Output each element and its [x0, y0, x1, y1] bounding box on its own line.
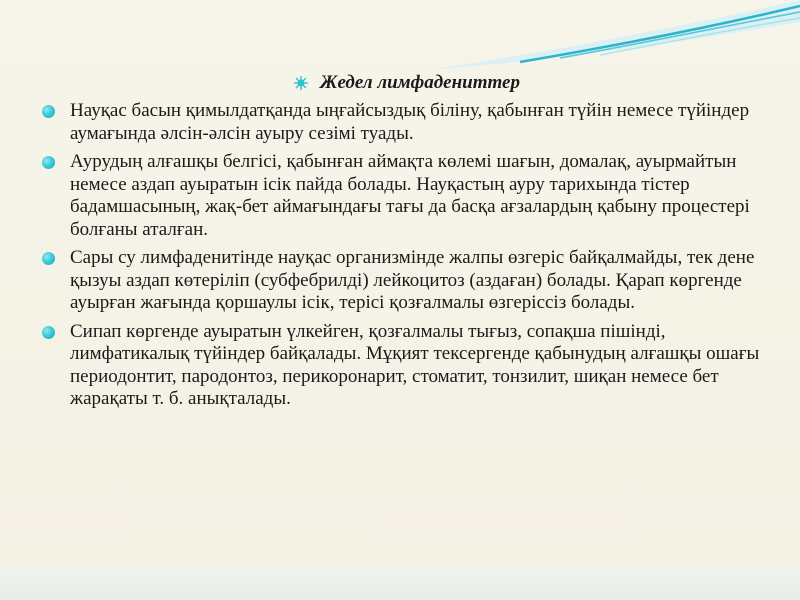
bullet-paragraph-1 — [42, 100, 772, 145]
bullet-paragraph-2 — [42, 151, 772, 241]
slide-heading: Жедел лимфадениттер — [320, 72, 520, 93]
bullet-dot-icon — [42, 105, 55, 118]
wave-light-band — [430, 0, 800, 70]
bullet-paragraph-4 — [42, 321, 772, 411]
bullet-dot-icon — [42, 326, 55, 339]
heading-row — [42, 70, 772, 96]
header-wave-decoration — [0, 0, 800, 70]
bullet-dot-icon — [42, 252, 55, 265]
paragraph-text: Аурудың алғашқы белгісі, қабынған аймақта көлемі шағын, домалақ, ауырмайтын немесе аздап ауыратын ісік пайда болады. Науқастың ауру тарихында тістер бадамшасының, жақ-бет аймағындағы тағы да басқа ағзалардың қабыну процестері болғаны аталған. — [70, 151, 750, 240]
paragraph-text: Науқас басын қимылдатқанда ыңғайсыздық біліну, қабынған түйін немесе түйіндер аумағында әлсін-әлсін ауыру сезімі туады. — [70, 100, 750, 144]
footer-strip — [0, 570, 800, 600]
bullet-dot-icon — [42, 156, 55, 169]
sunburst-bullet-icon — [294, 76, 308, 90]
paragraph-text: Сары су лимфаденитінде науқас организмінде жалпы өзгеріс байқалмайды, тек дене қызуы аздап көтеріліп (субфебрилді) лейкоцитоз (аздаған) болады. Қарап көргенде ауырған жағында қоршаулы ісік, терісі қозғалмалы өзгеріссіз болады. — [70, 247, 755, 313]
wave-line-2 — [560, 12, 800, 58]
paragraph-text: Сипап көргенде ауыратын үлкейген, қозғалмалы тығыз, сопақша пішінді, лимфатикалық түйіндер байқалады. Мұқият тексергенде қабынудың алғашқы ошағы периодонтит, пародонтоз, перикоронарит, стоматит, тонзилит, шиқан немесе бет жарақаты т. б. анықталады. — [70, 320, 760, 409]
slide-content — [42, 70, 772, 417]
bullet-paragraph-3 — [42, 247, 772, 315]
